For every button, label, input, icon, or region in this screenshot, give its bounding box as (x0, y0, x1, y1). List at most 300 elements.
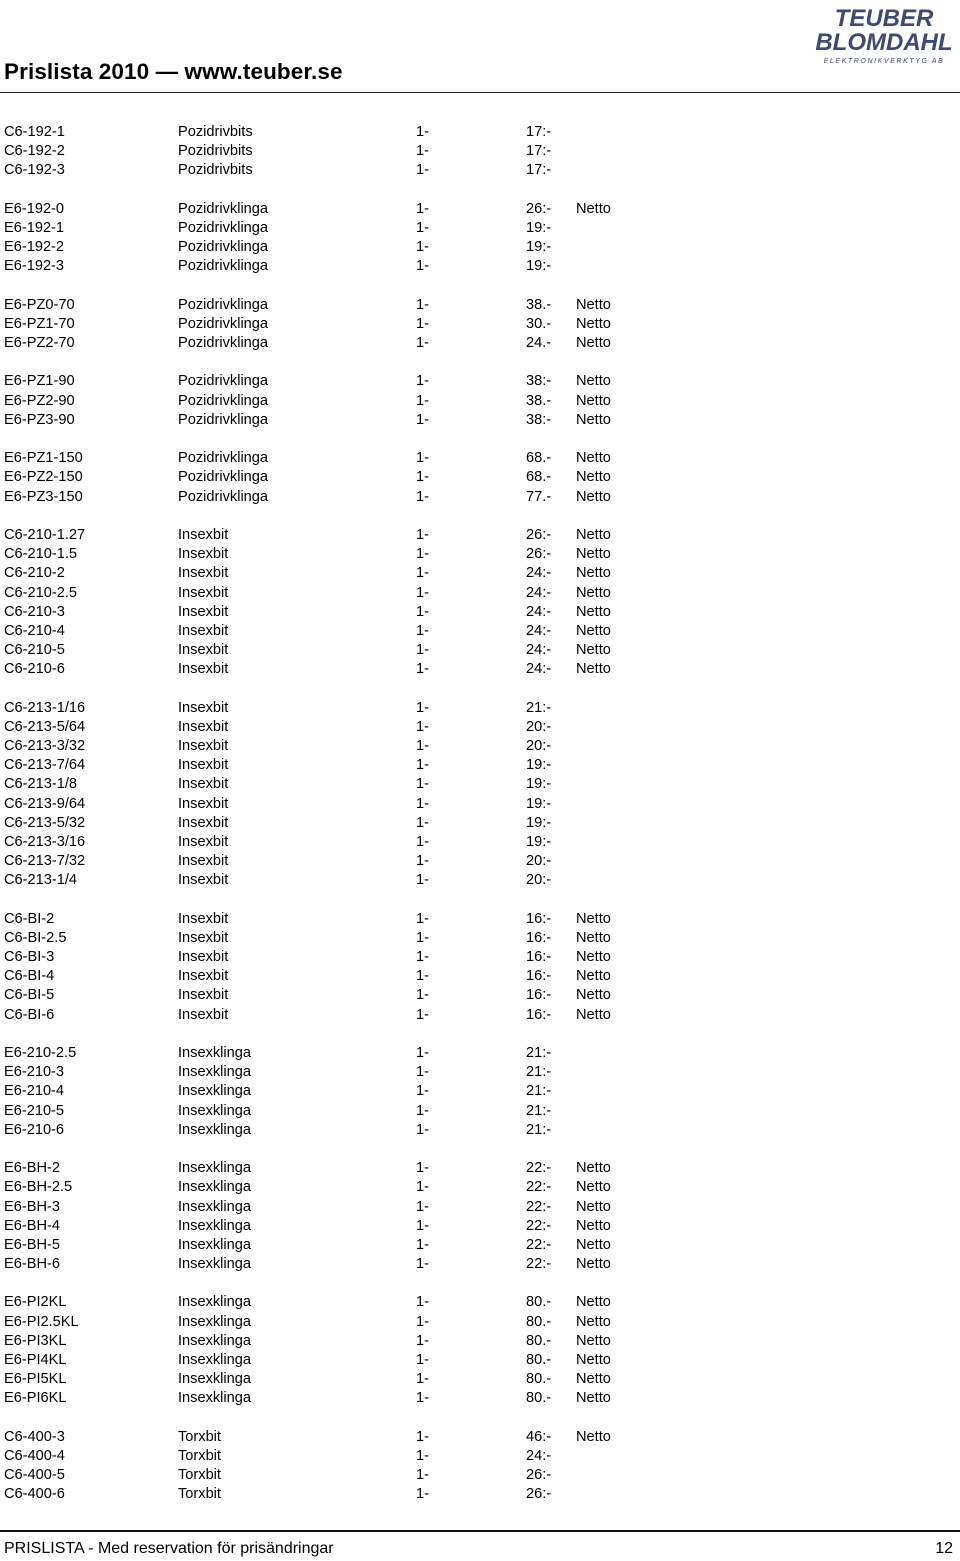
item-description: Insexklinga (178, 1102, 252, 1119)
item-code: C6-213-7/32 (4, 853, 86, 870)
item-code: C6-192-2 (4, 143, 65, 160)
price-row (0, 871, 960, 890)
price-group (0, 1293, 960, 1408)
item-code: C6-BI-5 (4, 987, 55, 1004)
item-quantity: 1- (416, 411, 429, 428)
price-row (0, 775, 960, 794)
item-price: 16:- (526, 987, 552, 1004)
item-code: C6-210-1.27 (4, 526, 86, 543)
price-row (0, 219, 960, 238)
price-row (0, 1198, 960, 1217)
item-description: Insexbit (178, 546, 229, 563)
item-description: Pozidrivklinga (178, 488, 269, 505)
item-description: Insexklinga (178, 1217, 252, 1234)
item-price: 17:- (526, 143, 552, 160)
item-quantity: 1- (416, 258, 429, 275)
item-code: C6-213-5/32 (4, 814, 86, 831)
price-row (0, 334, 960, 353)
logo-line2: BLOMDAHL (815, 29, 953, 56)
item-price-note: Netto (576, 488, 611, 505)
item-code: E6-BH-6 (4, 1256, 60, 1273)
price-row (0, 123, 960, 142)
item-price: 19:- (526, 795, 552, 812)
item-description: Insexbit (178, 910, 229, 927)
price-row (0, 1428, 960, 1447)
item-price: 24:- (526, 565, 552, 582)
price-row (0, 1370, 960, 1389)
item-quantity: 1- (416, 1486, 429, 1503)
price-row (0, 852, 960, 871)
item-price: 30.- (526, 315, 552, 332)
item-price-note: Netto (576, 622, 611, 639)
item-price: 24.- (526, 335, 552, 352)
item-description: Pozidrivklinga (178, 258, 269, 275)
item-price-note: Netto (576, 469, 611, 486)
item-description: Torxbit (178, 1447, 221, 1464)
price-row (0, 488, 960, 507)
item-price-note: Netto (576, 1198, 611, 1215)
item-price-note: Netto (576, 642, 611, 659)
item-code: E6-PI2KL (4, 1294, 67, 1311)
item-code: E6-PZ1-150 (4, 450, 83, 467)
item-description: Insexklinga (178, 1045, 252, 1061)
item-quantity: 1- (416, 1390, 429, 1407)
price-row (0, 449, 960, 468)
item-quantity: 1- (416, 661, 429, 678)
item-price: 46:- (526, 1428, 552, 1445)
item-code: C6-213-5/64 (4, 718, 86, 735)
price-row (0, 161, 960, 180)
item-quantity: 1- (416, 1217, 429, 1234)
item-price: 22:- (526, 1236, 552, 1253)
price-group (0, 1044, 960, 1140)
item-quantity: 1- (416, 335, 429, 352)
item-quantity: 1- (416, 450, 429, 467)
item-code: C6-213-7/64 (4, 757, 86, 774)
item-price: 68.- (526, 469, 552, 486)
item-description: Insexklinga (178, 1121, 252, 1138)
item-code: C6-210-3 (4, 603, 65, 620)
item-price-note: Netto (576, 296, 611, 313)
item-description: Pozidrivbits (178, 162, 253, 179)
item-price: 19:- (526, 239, 552, 256)
item-code: E6-BH-4 (4, 1217, 60, 1234)
item-price-note: Netto (576, 1217, 611, 1234)
item-code: E6-192-1 (4, 219, 65, 236)
item-price-note: Netto (576, 661, 611, 678)
item-description: Insexbit (178, 814, 229, 831)
item-quantity: 1- (416, 987, 429, 1004)
item-quantity: 1- (416, 143, 429, 160)
price-row (0, 584, 960, 603)
item-price: 21:- (526, 1121, 552, 1138)
price-row (0, 1121, 960, 1140)
item-description: Insexklinga (178, 1160, 252, 1177)
item-price: 24:- (526, 584, 552, 601)
item-price: 20:- (526, 872, 552, 889)
item-description: Insexklinga (178, 1236, 252, 1253)
item-price: 22:- (526, 1179, 552, 1196)
price-row (0, 756, 960, 775)
price-row (0, 622, 960, 641)
logo-tagline: ELEKTRONIKVERKTYG AB (823, 58, 945, 65)
item-code: C6-210-4 (4, 622, 65, 639)
item-description: Pozidrivbits (178, 124, 253, 140)
item-quantity: 1- (416, 1102, 429, 1119)
price-row (0, 795, 960, 814)
item-price: 80.- (526, 1371, 552, 1388)
item-quantity: 1- (416, 296, 429, 313)
item-price: 80.- (526, 1352, 552, 1368)
item-description: Insexbit (178, 1006, 229, 1023)
item-code: E6-192-0 (4, 200, 65, 217)
item-code: E6-PZ2-70 (4, 335, 75, 352)
price-list (0, 123, 960, 1524)
item-quantity: 1- (416, 526, 429, 543)
item-quantity: 1- (416, 162, 429, 179)
item-price-note: Netto (576, 1236, 611, 1253)
item-code: E6-210-3 (4, 1064, 65, 1081)
price-row (0, 1178, 960, 1197)
item-code: C6-BI-2 (4, 910, 55, 927)
item-code: E6-BH-3 (4, 1198, 60, 1215)
item-price: 19:- (526, 776, 552, 793)
item-description: Pozidrivklinga (178, 219, 269, 236)
item-price: 16:- (526, 968, 552, 985)
price-group (0, 296, 960, 354)
item-code: E6-210-6 (4, 1121, 65, 1138)
item-description: Insexklinga (178, 1256, 252, 1273)
logo-wordmark (815, 5, 952, 65)
item-code: C6-210-1.5 (4, 546, 78, 563)
item-price-note: Netto (576, 603, 611, 620)
item-description: Insexklinga (178, 1294, 252, 1311)
item-quantity: 1- (416, 1371, 429, 1388)
item-price: 16:- (526, 1006, 552, 1023)
price-group (0, 372, 960, 430)
item-price-note: Netto (576, 584, 611, 601)
item-price: 22:- (526, 1198, 552, 1215)
item-price-note: Netto (576, 1352, 611, 1368)
item-code: E6-PZ2-90 (4, 392, 75, 409)
item-quantity: 1- (416, 642, 429, 659)
item-quantity: 1- (416, 1256, 429, 1273)
item-code: C6-213-1/16 (4, 699, 86, 716)
price-group (0, 1428, 960, 1505)
price-row (0, 1447, 960, 1466)
item-price: 19:- (526, 219, 552, 236)
item-code: E6-BH-5 (4, 1236, 60, 1253)
item-description: Insexbit (178, 795, 229, 812)
item-price: 21:- (526, 1102, 552, 1119)
item-price: 24:- (526, 1447, 552, 1464)
item-price: 20:- (526, 853, 552, 870)
item-description: Insexbit (178, 526, 229, 543)
item-price: 80.- (526, 1390, 552, 1407)
item-quantity: 1- (416, 200, 429, 217)
item-price-note: Netto (576, 526, 611, 543)
item-price: 21:- (526, 699, 552, 716)
item-quantity: 1- (416, 968, 429, 985)
item-price-note: Netto (576, 392, 611, 409)
item-quantity: 1- (416, 718, 429, 735)
item-code: C6-213-3/16 (4, 833, 86, 850)
item-price: 21:- (526, 1064, 552, 1081)
item-description: Insexbit (178, 929, 229, 946)
price-row (0, 1351, 960, 1370)
item-quantity: 1- (416, 853, 429, 870)
item-description: Insexbit (178, 699, 229, 716)
price-group (0, 526, 960, 680)
item-price: 22:- (526, 1256, 552, 1273)
item-code: E6-PI2.5KL (4, 1313, 79, 1330)
item-price: 21:- (526, 1045, 552, 1061)
item-description: Pozidrivbits (178, 143, 253, 160)
item-code: E6-210-5 (4, 1102, 65, 1119)
item-quantity: 1- (416, 239, 429, 256)
logo-line1: TEUBER (834, 5, 934, 32)
item-price-note: Netto (576, 373, 611, 390)
item-price-note: Netto (576, 987, 611, 1004)
item-description: Insexbit (178, 738, 229, 754)
price-row (0, 1063, 960, 1082)
item-code: C6-BI-2.5 (4, 929, 67, 946)
item-price-note: Netto (576, 200, 611, 217)
price-row (0, 910, 960, 929)
item-description: Insexklinga (178, 1083, 252, 1100)
item-description: Pozidrivklinga (178, 392, 269, 409)
item-description: Insexbit (178, 603, 229, 620)
item-description: Torxbit (178, 1486, 221, 1503)
item-description: Insexbit (178, 622, 229, 639)
item-price: 22:- (526, 1160, 552, 1177)
item-description: Pozidrivklinga (178, 200, 269, 217)
price-row (0, 1389, 960, 1408)
price-row (0, 315, 960, 334)
item-code: C6-213-1/8 (4, 776, 78, 793)
item-description: Insexbit (178, 987, 229, 1004)
item-quantity: 1- (416, 1045, 429, 1061)
item-price-note: Netto (576, 1256, 611, 1273)
item-price-note: Netto (576, 1006, 611, 1023)
item-description: Insexklinga (178, 1179, 252, 1196)
price-row (0, 526, 960, 545)
item-price-note: Netto (576, 315, 611, 332)
item-quantity: 1- (416, 814, 429, 831)
price-row (0, 660, 960, 679)
item-description: Pozidrivklinga (178, 315, 269, 332)
item-description: Insexbit (178, 642, 229, 659)
item-description: Insexbit (178, 968, 229, 985)
item-quantity: 1- (416, 949, 429, 966)
item-price-note: Netto (576, 335, 611, 352)
item-description: Torxbit (178, 1467, 221, 1484)
item-code: E6-PI3KL (4, 1332, 67, 1349)
item-price: 80.- (526, 1313, 552, 1330)
price-row (0, 699, 960, 718)
item-description: Insexbit (178, 949, 229, 966)
item-description: Insexbit (178, 872, 229, 889)
item-quantity: 1- (416, 776, 429, 793)
item-description: Pozidrivklinga (178, 296, 269, 313)
price-row (0, 1159, 960, 1178)
price-row (0, 948, 960, 967)
item-price-note: Netto (576, 1428, 611, 1445)
price-row (0, 737, 960, 756)
item-price: 26:- (526, 1486, 552, 1503)
item-code: C6-213-3/32 (4, 738, 86, 754)
item-description: Insexklinga (178, 1198, 252, 1215)
item-price-note: Netto (576, 1313, 611, 1330)
item-code: C6-210-6 (4, 661, 65, 678)
price-row (0, 929, 960, 948)
item-price: 38.- (526, 296, 552, 313)
item-quantity: 1- (416, 1160, 429, 1177)
item-description: Pozidrivklinga (178, 469, 269, 486)
footer-disclaimer: PRISLISTA - Med reservation för prisändringar (4, 1540, 334, 1557)
item-price: 19:- (526, 814, 552, 831)
price-row (0, 1006, 960, 1025)
item-price-note: Netto (576, 565, 611, 582)
item-description: Insexbit (178, 661, 229, 678)
item-price: 20:- (526, 718, 552, 735)
item-code: C6-210-5 (4, 642, 65, 659)
item-quantity: 1- (416, 219, 429, 236)
item-code: E6-192-3 (4, 258, 65, 275)
item-price: 17:- (526, 162, 552, 179)
item-price-note: Netto (576, 1371, 611, 1388)
item-quantity: 1- (416, 603, 429, 620)
item-code: C6-192-3 (4, 162, 65, 179)
item-price: 26:- (526, 1467, 552, 1484)
item-price-note: Netto (576, 1332, 611, 1349)
item-price: 24:- (526, 661, 552, 678)
item-quantity: 1- (416, 1198, 429, 1215)
item-quantity: 1- (416, 565, 429, 582)
item-quantity: 1- (416, 622, 429, 639)
item-quantity: 1- (416, 392, 429, 409)
item-description: Pozidrivklinga (178, 239, 269, 256)
item-code: E6-192-2 (4, 239, 65, 256)
item-code: C6-210-2 (4, 565, 65, 582)
item-price: 17:- (526, 124, 552, 140)
item-price-note: Netto (576, 411, 611, 428)
item-description: Pozidrivklinga (178, 450, 269, 467)
price-group (0, 200, 960, 277)
item-quantity: 1- (416, 469, 429, 486)
item-description: Insexbit (178, 565, 229, 582)
item-price-note: Netto (576, 929, 611, 946)
item-code: E6-PZ1-90 (4, 373, 75, 390)
item-price: 80.- (526, 1294, 552, 1311)
item-price: 19:- (526, 258, 552, 275)
item-price: 68.- (526, 450, 552, 467)
price-row (0, 392, 960, 411)
price-row (0, 1082, 960, 1101)
item-code: E6-PI6KL (4, 1390, 67, 1407)
price-row (0, 564, 960, 583)
price-row (0, 1485, 960, 1504)
price-row (0, 468, 960, 487)
item-code: C6-213-1/4 (4, 872, 78, 889)
price-row (0, 372, 960, 391)
price-row (0, 1332, 960, 1351)
item-price: 19:- (526, 833, 552, 850)
price-row (0, 296, 960, 315)
item-quantity: 1- (416, 872, 429, 889)
item-price: 38.- (526, 392, 552, 409)
item-code: E6-210-2.5 (4, 1045, 77, 1061)
item-quantity: 1- (416, 1428, 429, 1445)
price-row (0, 545, 960, 564)
item-description: Insexbit (178, 833, 229, 850)
item-quantity: 1- (416, 699, 429, 716)
price-row (0, 257, 960, 276)
item-code: E6-BH-2.5 (4, 1179, 73, 1196)
item-quantity: 1- (416, 1179, 429, 1196)
item-quantity: 1- (416, 738, 429, 754)
price-group (0, 123, 960, 181)
item-quantity: 1- (416, 833, 429, 850)
price-group (0, 1159, 960, 1274)
item-description: Insexbit (178, 757, 229, 774)
price-row (0, 142, 960, 161)
price-row (0, 411, 960, 430)
price-row (0, 641, 960, 660)
item-description: Insexklinga (178, 1064, 252, 1081)
item-price: 38:- (526, 411, 552, 428)
company-logo (812, 2, 956, 68)
price-row (0, 833, 960, 852)
price-row (0, 1044, 960, 1063)
item-price: 19:- (526, 757, 552, 774)
item-quantity: 1- (416, 488, 429, 505)
price-row (0, 200, 960, 219)
price-row (0, 1466, 960, 1485)
item-quantity: 1- (416, 1467, 429, 1484)
price-group (0, 449, 960, 507)
item-quantity: 1- (416, 1236, 429, 1253)
item-price: 24:- (526, 622, 552, 639)
item-price: 22:- (526, 1217, 552, 1234)
item-price: 16:- (526, 910, 552, 927)
price-row (0, 1217, 960, 1236)
item-quantity: 1- (416, 124, 429, 140)
price-row (0, 814, 960, 833)
item-code: E6-BH-2 (4, 1160, 60, 1177)
item-price: 77.- (526, 488, 552, 505)
item-description: Insexbit (178, 853, 229, 870)
item-price-note: Netto (576, 1390, 611, 1407)
item-code: E6-PZ3-150 (4, 488, 83, 505)
item-quantity: 1- (416, 757, 429, 774)
price-row (0, 1313, 960, 1332)
price-row (0, 986, 960, 1005)
item-price-note: Netto (576, 910, 611, 927)
item-price-note: Netto (576, 949, 611, 966)
item-quantity: 1- (416, 929, 429, 946)
item-code: E6-PZ0-70 (4, 296, 75, 313)
item-code: E6-PZ2-150 (4, 469, 83, 486)
item-description: Insexklinga (178, 1352, 252, 1368)
item-quantity: 1- (416, 584, 429, 601)
item-description: Insexklinga (178, 1390, 252, 1407)
item-description: Insexbit (178, 776, 229, 793)
price-row (0, 238, 960, 257)
item-code: C6-192-1 (4, 124, 65, 140)
item-code: C6-BI-6 (4, 1006, 55, 1023)
item-description: Insexbit (178, 584, 229, 601)
